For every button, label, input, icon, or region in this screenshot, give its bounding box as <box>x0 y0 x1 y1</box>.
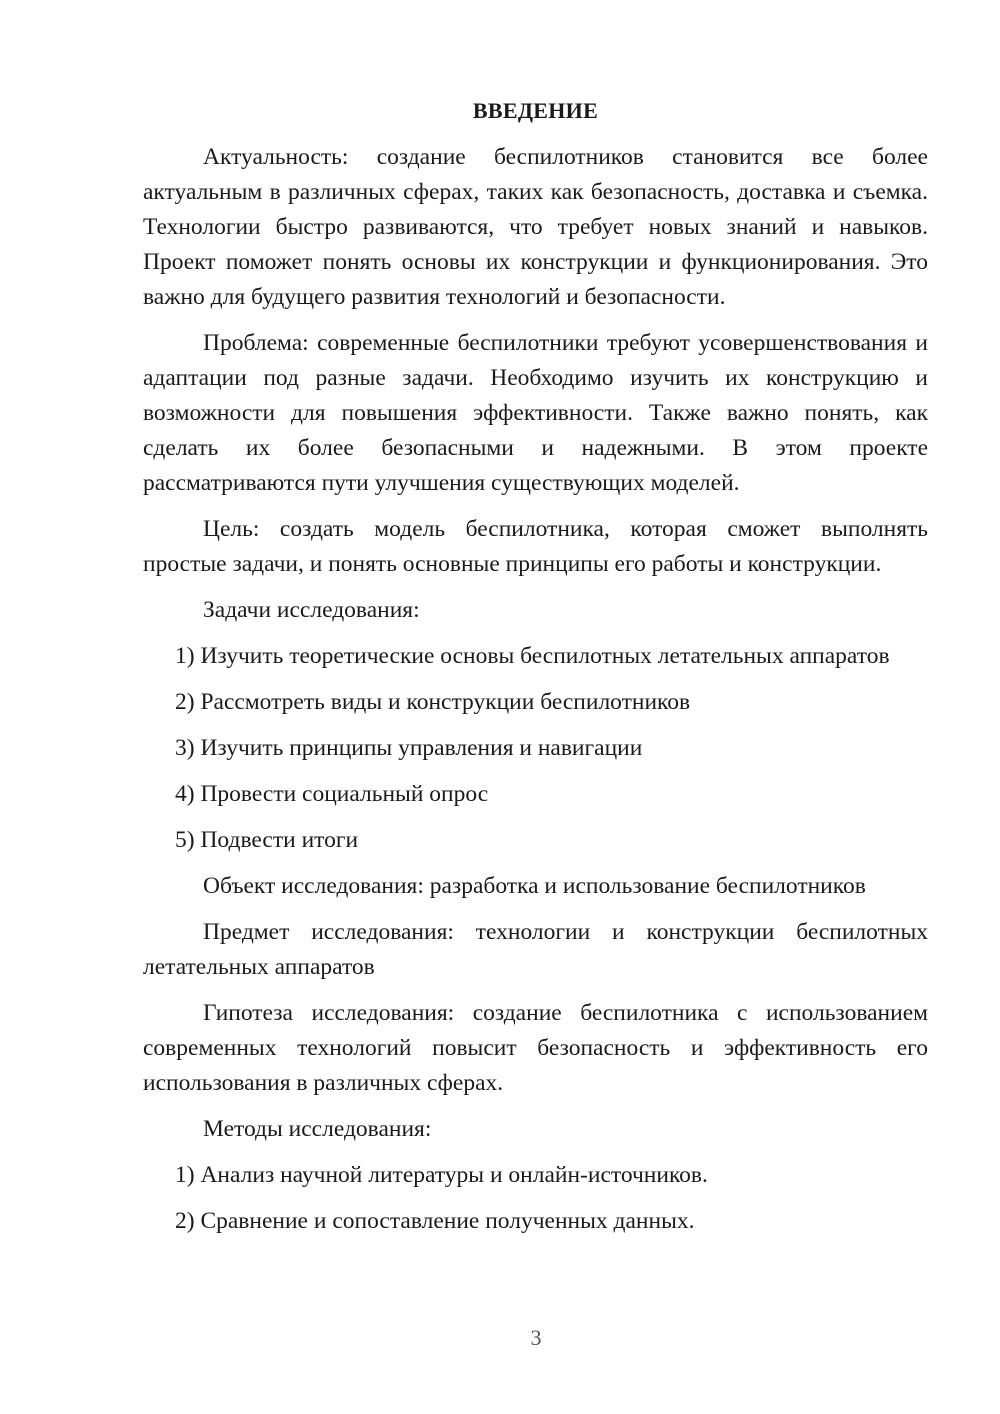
paragraph-goal: Цель: создать модель беспилотника, которая сможет выполнять простые задачи, и понять основные принципы его работы и конструкции. <box>143 516 928 577</box>
task-item-2: 2) Рассмотреть виды и конструкции беспилотников <box>175 689 691 715</box>
task-item-1: 1) Изучить теоретические основы беспилотных летательных аппаратов <box>175 643 890 669</box>
paragraph-hypothesis: Гипотеза исследования: создание беспилотника с использованием современных технологий повысит безопасность и эффективность его использования в различных сферах. <box>143 1000 928 1096</box>
task-item-4: 4) Провести социальный опрос <box>175 781 489 807</box>
task-item-5: 5) Подвести итоги <box>175 827 359 853</box>
page-number: 3 <box>530 1325 542 1350</box>
paragraph-problem: Проблема: современные беспилотники требуют усовершенствования и адаптации под разные задачи. Необходимо изучить их конструкцию и возможности для повышения эффективности. Также важно понять, как сделать их более безопасными и надежными. В этом проекте рассматриваются пути улучшения существующих моделей. <box>143 330 928 496</box>
method-item-2: 2) Сравнение и сопоставление полученных данных. <box>175 1208 695 1234</box>
document-body <box>143 93 928 1250</box>
method-item-1: 1) Анализ научной литературы и онлайн-источников. <box>175 1162 708 1188</box>
paragraph-object: Объект исследования: разработка и использование беспилотников <box>203 873 866 899</box>
task-item-3: 3) Изучить принципы управления и навигации <box>175 735 643 761</box>
tasks-label: Задачи исследования: <box>203 597 420 623</box>
paragraph-relevance: Актуальность: создание беспилотников становится все более актуальным в различных сферах, таких как безопасность, доставка и съемка. Технологии быстро развиваются, что требует новых знаний и навыков. Проект поможет понять основы их конструкции и функционирования. Это важно для будущего развития технологий и безопасности. <box>143 144 928 310</box>
methods-label: Методы исследования: <box>203 1116 432 1142</box>
section-heading: ВВЕДЕНИЕ <box>472 98 599 123</box>
paragraph-subject: Предмет исследования: технологии и конструкции беспилотных летательных аппаратов <box>143 919 928 980</box>
